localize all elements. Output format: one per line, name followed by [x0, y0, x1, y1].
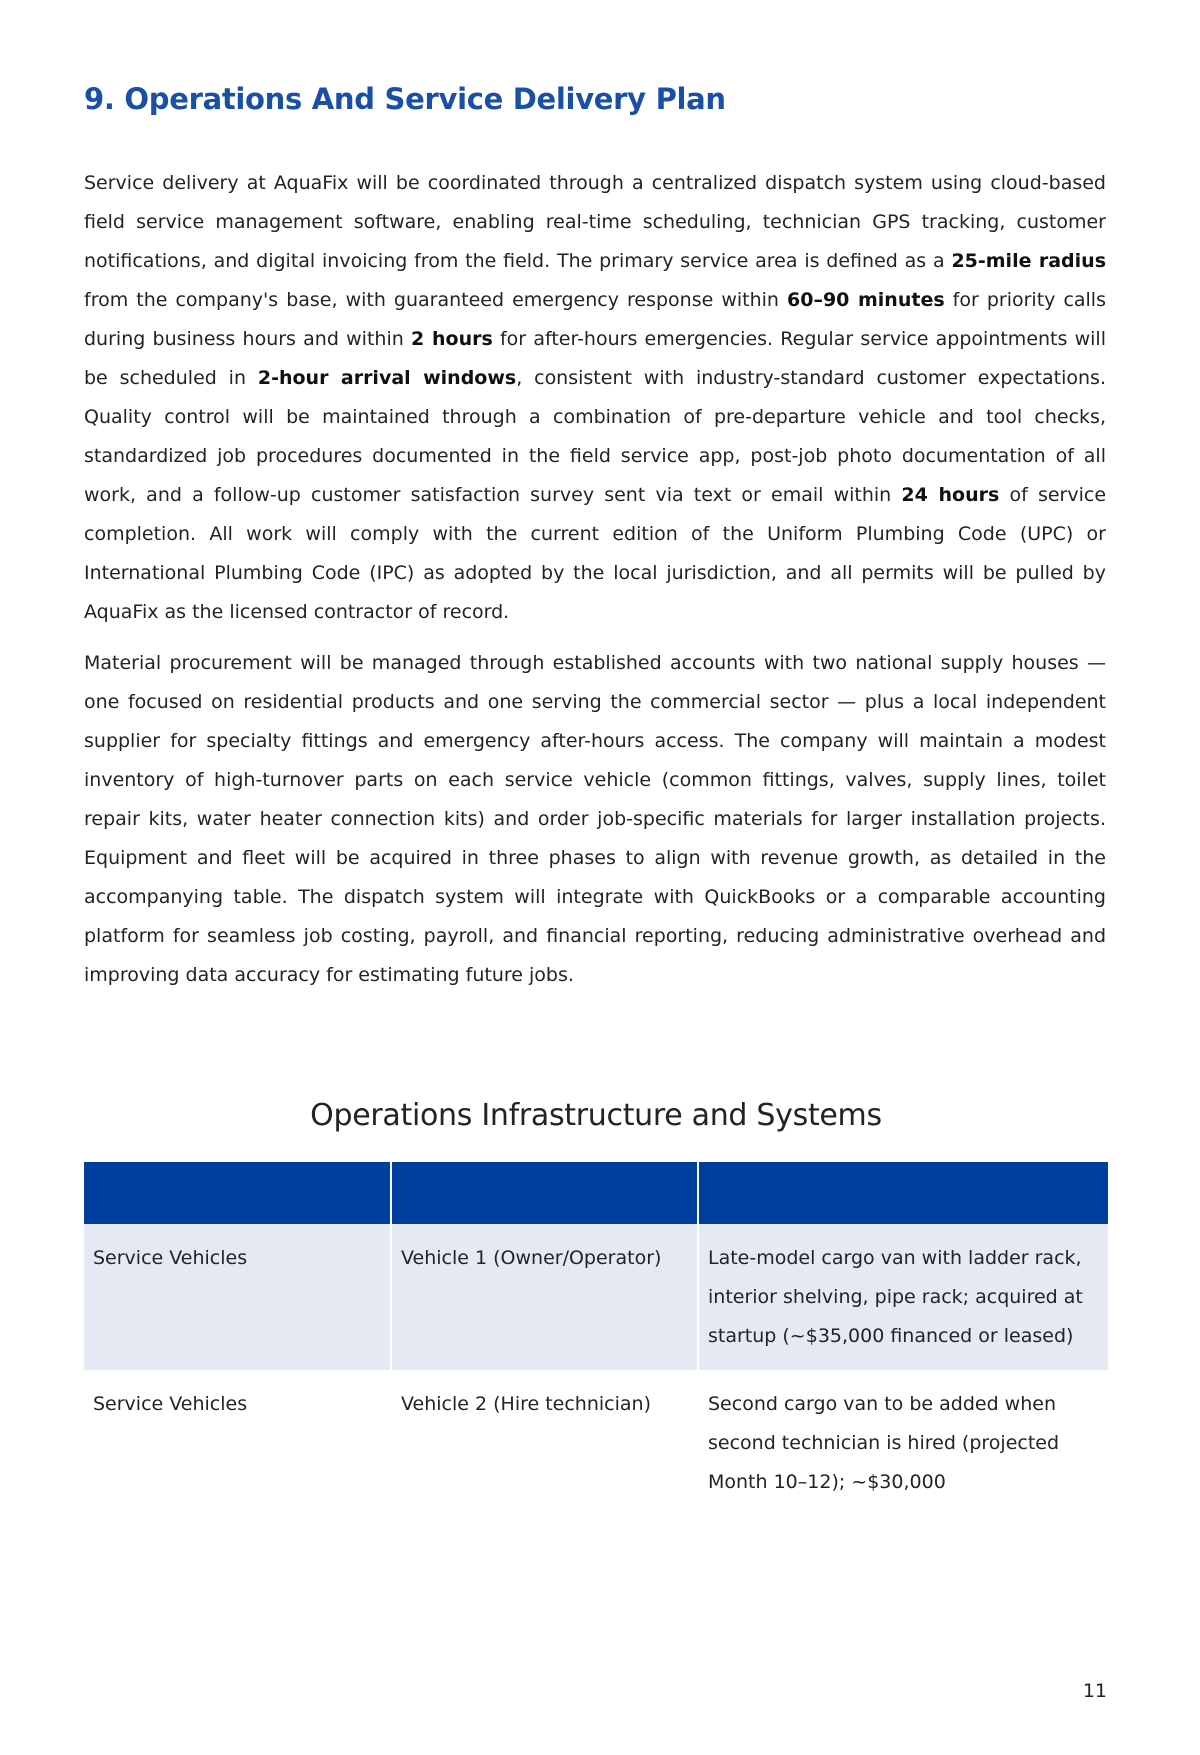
emphasis-text: 25-mile radius [951, 250, 1106, 272]
table-header-cell [391, 1162, 698, 1224]
text-run: Material procurement will be managed through established accounts with two national supply houses — one focused on residential products and one serving the commercial sector — plus a local independent supplier for specialty fittings and emergency after-hours access. The company will maintain a modest inventory of high-turnover parts on each service vehicle (common fittings, valves, supply lines, toilet repair kits, water heater connection kits) and order job-specific materials for larger installation projects. Equipment and fleet will be acquired in three phases to align with revenue growth, as detailed in the accompanying table. The dispatch system will integrate with QuickBooks or a comparable accounting platform for seamless job costing, payroll, and financial reporting, reducing administrative overhead and improving data accuracy for estimating future jobs. [84, 652, 1106, 986]
emphasis-text: 24 hours [901, 484, 1000, 506]
emphasis-text: 60–90 minutes [787, 289, 945, 311]
table-header-cell [84, 1162, 391, 1224]
description-cell: Late-model cargo van with ladder rack, interior shelving, pipe rack; acquired at startup (~$35,000 financed or leased) [698, 1224, 1108, 1370]
text-run: Service delivery at AquaFix will be coordinated through a centralized dispatch system using cloud-based field service management software, enabling real-time scheduling, technician GPS tracking, customer notifications, and digital invoicing from the field. The primary service area is defined as a [84, 172, 1106, 272]
text-run: , consistent with industry-standard customer expectations. Quality control will be maintained through a combination of pre-departure vehicle and tool checks, standardized job procedures documented in the field service app, post-job photo documentation of all work, and a follow-up customer satisfaction survey sent via text or email within [84, 367, 1106, 506]
table-title: Operations Infrastructure and Systems [310, 1098, 882, 1133]
emphasis-text: 2-hour arrival windows [257, 367, 517, 389]
paragraph [84, 164, 1106, 632]
table-header-cell [698, 1162, 1108, 1224]
text-run: from the company's base, with guaranteed emergency response within [84, 289, 787, 311]
emphasis-text: 2 hours [410, 328, 493, 350]
table-row [84, 1370, 1108, 1516]
item-cell: Vehicle 1 (Owner/Operator) [391, 1224, 698, 1370]
text-run: for after-hours emergencies. Regular service appointments will be scheduled in [84, 328, 1106, 389]
body-text [84, 164, 1106, 995]
section-heading: 9. Operations And Service Delivery Plan [84, 82, 726, 116]
paragraph [84, 644, 1106, 995]
table-header-row [84, 1162, 1108, 1224]
text-run: for priority calls during business hours and within [84, 289, 1106, 350]
item-cell: Vehicle 2 (Hire technician) [391, 1370, 698, 1516]
category-cell: Service Vehicles [84, 1370, 391, 1516]
category-cell: Service Vehicles [84, 1224, 391, 1370]
page-number: 11 [1082, 1680, 1107, 1702]
text-run: of service completion. All work will comply with the current edition of the Uniform Plumbing Code (UPC) or International Plumbing Code (IPC) as adopted by the local jurisdiction, and all permits will be pulled by AquaFix as the licensed contractor of record. [84, 484, 1107, 623]
table-row [84, 1224, 1108, 1370]
description-cell: Second cargo van to be added when second technician is hired (projected Month 10–12); ~$30,000 [698, 1370, 1108, 1516]
infrastructure-table [84, 1162, 1108, 1516]
